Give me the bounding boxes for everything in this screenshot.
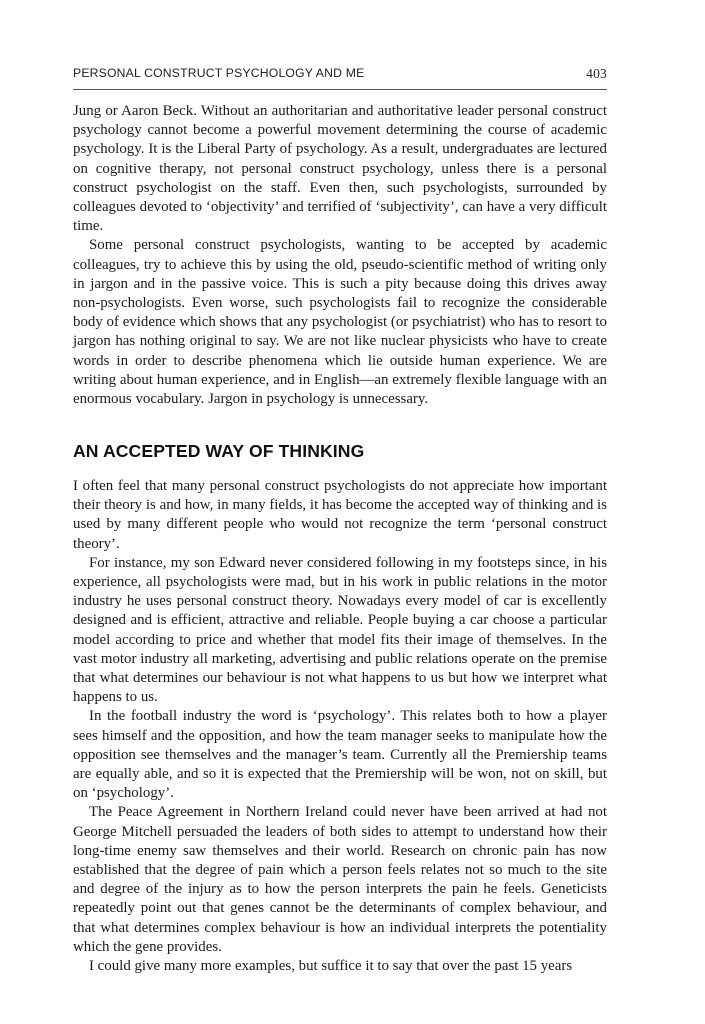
- running-title: PERSONAL CONSTRUCT PSYCHOLOGY AND ME: [73, 66, 365, 80]
- page-number: 403: [586, 66, 607, 81]
- section-heading: AN ACCEPTED WAY OF THINKING: [73, 441, 365, 461]
- paragraph: In the football industry the word is ‘psychology’. This relates both to how a player sees himself and the opposition, and how the team manager seeks to manipulate how the opposition see themselves and the manager’s team. Currently all the Premiership teams are equally able, and so it is expected that the Premiership will be won, not on skill, but on ‘psychology’.: [73, 708, 607, 802]
- header-rule: [73, 89, 607, 90]
- paragraph: I could give many more examples, but suffice it to say that over the past 15 years: [89, 958, 573, 975]
- paragraph: For instance, my son Edward never considered following in my footsteps since, in his experience, all psychologists were mad, but in his work in public relations in the motor industry he uses personal construct theory. Nowadays every model of car is excellently designed and is efficient, attractive and reliable. People buying a car choose a particular model according to price and whether that model fits their image of themselves. In the vast motor industry all marketing, advertising and public relations operate on the premise that what determines our behaviour is not what happens to us but how we interpret what happens to us.: [73, 554, 607, 706]
- paragraph: Jung or Aaron Beck. Without an authoritarian and authoritative leader personal construct psychology cannot become a powerful movement determining the course of academic psychology. It is the Liberal Party of psychology. As a result, undergraduates are lectured on cognitive therapy, not personal construct psychology, unless there is a personal construct psychologist on the staff. Even then, such psychologists, surrounded by colleagues devoted to ‘objectivity’ and terrified of ‘subjectivity’, can have a very difficult time.: [73, 103, 607, 235]
- running-header: [73, 66, 607, 86]
- section-body: [73, 477, 607, 976]
- paragraph: I often feel that many personal construct psychologists do not appreciate how important their theory is and how, in many fields, it has become the accepted way of thinking and is used by many different people who would not recognize the term ‘personal construct theory’.: [73, 478, 607, 552]
- section-continued-text: [73, 102, 607, 409]
- paragraph: Some personal construct psychologists, wanting to be accepted by academic colleagues, try to achieve this by using the old, pseudo-scientific method of writing only in jargon and in the passive voice. This is such a pity because doing this drives away non-psychologists. Even worse, such psychologists fail to recognize the considerable body of evidence which shows that any psychologist (or psychiatrist) who has to resort to jargon has nothing original to say. We are not like nuclear physicists who have to create words in order to describe phenomena which lie outside human experience. We are writing about human experience, and in English—an extremely flexible language with an enormous vocabulary. Jargon in psychology is unnecessary.: [73, 237, 607, 408]
- paragraph: The Peace Agreement in Northern Ireland could never have been arrived at had not George Mitchell persuaded the leaders of both sides to attempt to understand how their long-time enemy saw themselves and their world. Research on chronic pain has now established that the degree of pain which a person feels relates not so much to the site and degree of the injury as to how the person interprets the pain he feels. Geneticists repeatedly point out that genes cannot be the determinants of complex behaviour, and that what determines complex behaviour is how an individual interprets the potentiality which the gene provides.: [73, 804, 607, 955]
